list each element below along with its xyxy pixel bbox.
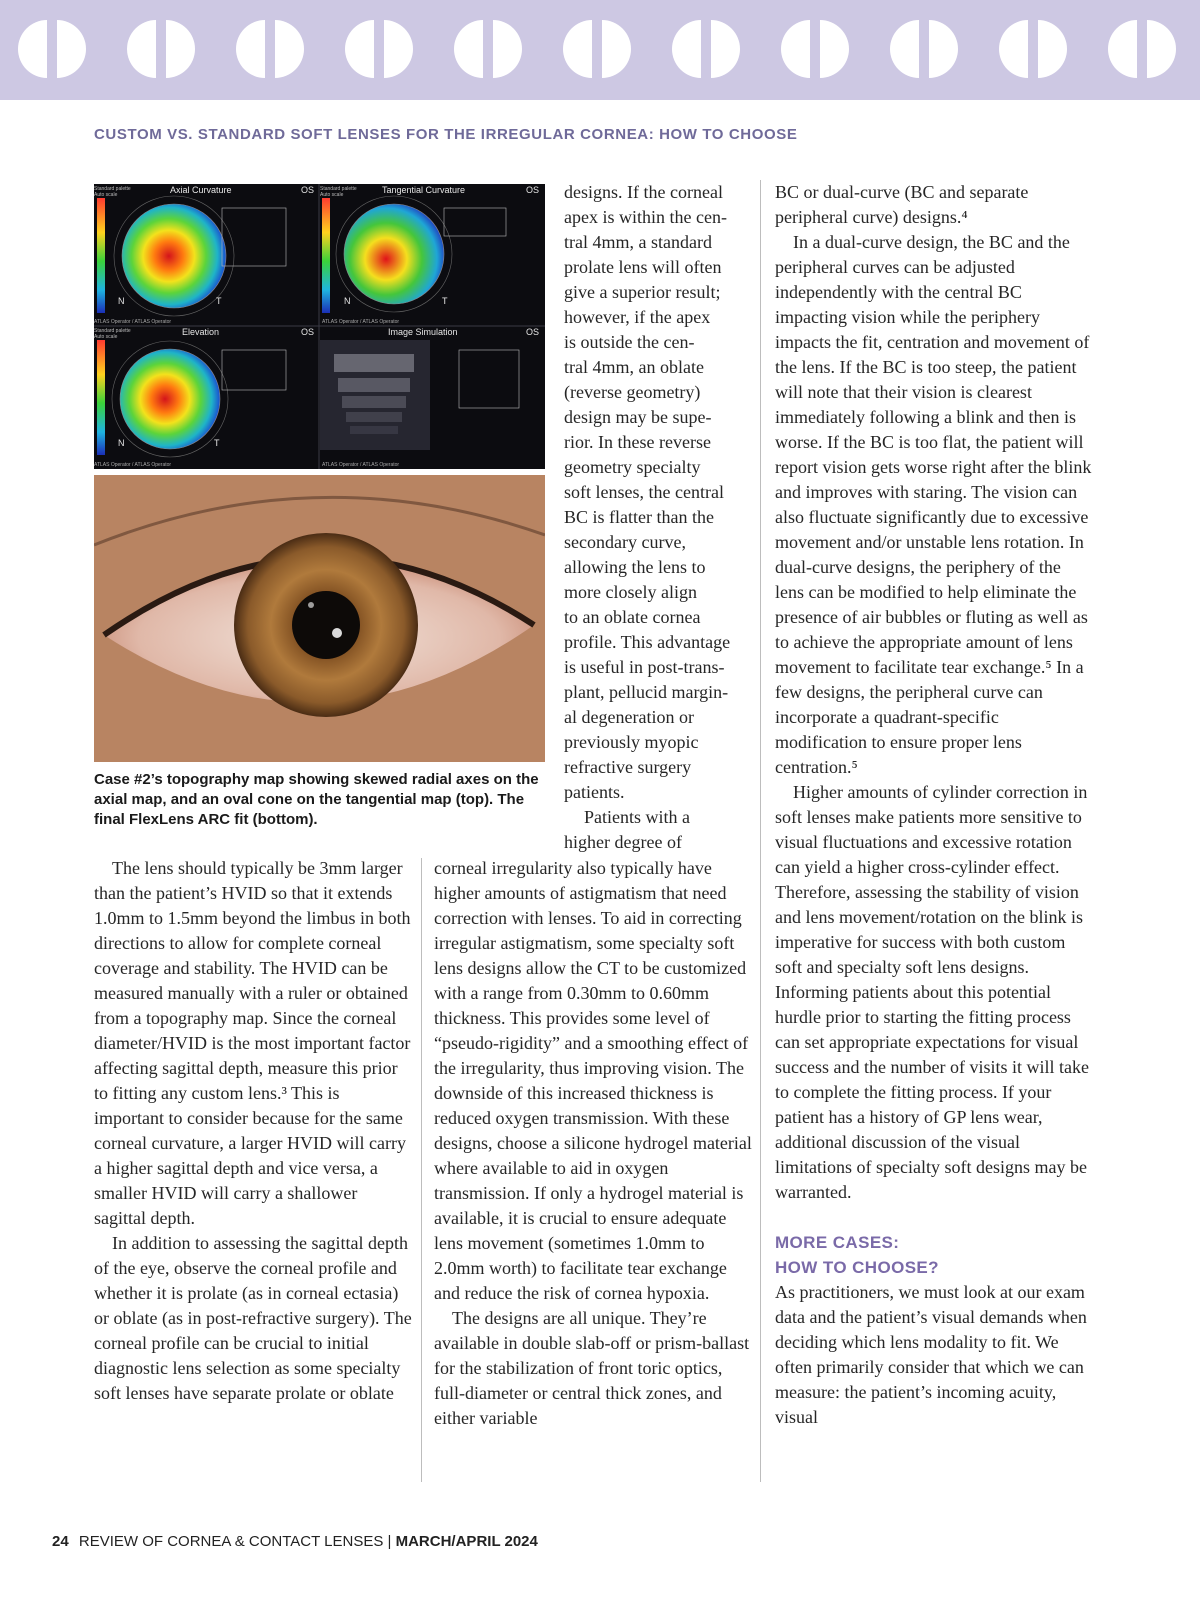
column-3-body: [775, 180, 1093, 1430]
col2-top-line: is outside the cen-: [564, 332, 695, 352]
panel-title-axial: Axial Curvature: [170, 185, 232, 195]
banner-shape: [454, 20, 483, 78]
decorative-banner: [0, 0, 1200, 100]
page-footer: [52, 1533, 538, 1550]
col2-top-line: geometry specialty: [564, 457, 701, 477]
banner-shape: [345, 20, 374, 78]
col2-top-line: prolate lens will often: [564, 257, 722, 277]
col2-top-lines: [564, 180, 754, 805]
col3-paragraph-3: Higher amounts of cylinder correction in soft lenses make patients more sensitive to visual fluctuations and excessive rotation can yield a higher cross-cylinder effect. Therefore, assessing the stability of vision and lens movement/rotation on the blink is imperative for success with both custom soft and specialty soft lens designs. Informing patients about this potential hurdle prior to starting the fitting process can set appropriate expectations for visual success and the number of visits it will take to complete the fitting process. If your patient has a history of GP lens wear, additional discussion of the visual limitations of specialty soft designs may be warranted.: [775, 782, 1089, 1202]
banner-shape: [384, 20, 413, 78]
col2-top-line: rior. In these reverse: [564, 432, 711, 452]
banner-shape: [57, 20, 86, 78]
col1-paragraph-1: The lens should typically be 3mm larger than the patient’s HVID so that it extends 1.0mm to 1.5mm beyond the limbus in both directions to allow for complete corneal coverage and stability. The HVID can be measured manually with a ruler or obtained from a topography map. Since the corneal diameter/HVID is the most important factor affecting sagittal depth, measure this prior to fitting any custom lens.³ This is important to consider because for the same corneal curvature, a larger HVID will carry a higher sagittal depth and vice versa, a smaller HVID will carry a shallower sagittal depth.: [94, 858, 411, 1228]
col2-top-line: tral 4mm, an oblate: [564, 357, 704, 377]
col1-paragraph-2: In addition to assessing the sagittal depth of the eye, observe the corneal profile and whether it is prolate (as in corneal ectasia) or oblate (as in post-refractive surgery). The corneal profile can be crucial to initial diagnostic lens selection as some specialty soft lenses have separate prolate or oblate: [94, 1233, 412, 1403]
operator-label-elevation: ATLAS Operator / ATLAS Operator: [94, 462, 172, 468]
topography-maps: [94, 184, 545, 469]
banner-shape: [1038, 20, 1067, 78]
banner-shape: [236, 20, 265, 78]
col2-top-line: refractive surgery: [564, 757, 692, 777]
page-number: 24: [52, 1533, 69, 1550]
col3-paragraph-1: BC or dual-curve (BC and separate peripheral curve) designs.⁴: [775, 182, 1029, 227]
operator-label-axial: ATLAS Operator / ATLAS Operator: [94, 319, 172, 325]
col2-top-line: profile. This advantage: [564, 632, 731, 652]
col2-top-line: to an oblate cornea: [564, 607, 701, 627]
col2-top-line: design may be supe-: [564, 407, 712, 427]
col2-top-line: is useful in post-trans-: [564, 657, 725, 677]
col2-top-line: more closely align: [564, 582, 697, 602]
banner-shape: [999, 20, 1028, 78]
banner-shape: [127, 20, 156, 78]
footer-separator: |: [387, 1533, 392, 1550]
col2-p2-line2: higher degree of: [564, 832, 682, 852]
eye-photo: [94, 475, 545, 762]
col3-paragraph-2: In a dual-curve design, the BC and the peripheral curves can be adjusted independently with the central BC impacting vision while the periphery impacts the fit, centration and movement of the lens. If the BC is too steep, the patient will note that their vision is clearest immediately following a blink and then is worse. If the BC is too flat, the patient will report vision gets worse right after the blink and improves with staring. The vision can also fluctuate significantly due to excessive movement and/or unstable lens rotation. In dual-curve designs, the periphery of the lens can be modified to help eliminate the presence of air bubbles or fluting as well as to achieve the appropriate amount of lens movement to facilitate tear exchange.⁵ In a few designs, the peripheral curve can incorporate a quadrant-specific modification to ensure proper lens centration.⁵: [775, 232, 1092, 777]
nasal-label-axial: N: [118, 296, 125, 306]
col2-top-line: apex is within the cen-: [564, 207, 727, 227]
col2-paragraph-1: corneal irregularity also typically have higher amounts of astigmatism that need correction with lenses. To aid in correcting irregular astigmatism, some specialty soft lens designs allow the CT to be customized with a range from 0.30mm to 0.60mm thickness. This provides some level of “pseudo-rigidity” and a smoothing effect of the irregularity, thus improving vision. The downside of this increased thickness is reduced oxygen transmission. With these designs, choose a silicone hydrogel material where available to aid in oxygen transmission. If only a hydrogel material is available, it is crucial to ensure adequate lens movement (sometimes 1.0mm to 2.0mm worth) to facilitate tear exchange and reduce the risk of cornea hypoxia.: [434, 858, 752, 1303]
palette-label-tangential: Standard palette: [320, 186, 357, 192]
col2-p2-line1: Patients with a: [584, 807, 690, 827]
banner-shape: [493, 20, 522, 78]
temporal-label-axial: T: [216, 296, 222, 306]
panel-eye-axial: OS: [301, 185, 315, 195]
section-subhead-line1: MORE CASES:: [775, 1233, 900, 1252]
banner-shape: [929, 20, 958, 78]
banner-shape: [672, 20, 701, 78]
palette-label-axial: Standard palette: [94, 186, 131, 192]
column-1-body: [94, 856, 412, 1406]
col2-top-line: however, if the apex: [564, 307, 711, 327]
publication-name: REVIEW OF CORNEA & CONTACT LENSES: [78, 1533, 384, 1550]
banner-shape: [275, 20, 304, 78]
col2-top-line: previously myopic: [564, 732, 699, 752]
banner-shape: [602, 20, 631, 78]
col2-top-line: allowing the lens to: [564, 557, 706, 577]
col2-top-line: designs. If the corneal: [564, 182, 723, 202]
temporal-label-elevation: T: [214, 438, 220, 448]
col2-top-line: plant, pellucid margin-: [564, 682, 729, 702]
banner-shape: [166, 20, 195, 78]
banner-shape: [563, 20, 592, 78]
column-rule-1: [421, 858, 422, 1482]
figure-caption: Case #2’s topography map showing skewed radial axes on the axial map, and an oval cone on the tangential map (top). The final FlexLens ARC fit (bottom).: [94, 771, 539, 828]
operator-label-simulation: ATLAS Operator / ATLAS Operator: [322, 462, 400, 468]
scale-label-tangential: Auto scale: [320, 192, 344, 198]
col2-top-line: al degeneration or: [564, 707, 694, 727]
col3-paragraph-4: As practitioners, we must look at our exam data and the patient’s visual demands when deciding which lens modality to fit. We often primarily consider that which we can measure: the patient’s incoming acuity, visual: [775, 1282, 1087, 1427]
col2-top-line: secondary curve,: [564, 532, 686, 552]
palette-label-elevation: Standard palette: [94, 328, 131, 334]
temporal-label-tangential: T: [442, 296, 448, 306]
column-2-body: [434, 856, 752, 1431]
banner-shape: [890, 20, 919, 78]
panel-eye-elevation: OS: [301, 327, 315, 337]
panel-eye-image-simulation: OS: [526, 327, 540, 337]
scale-label-elevation: Auto scale: [94, 334, 118, 340]
operator-label-tangential: ATLAS Operator / ATLAS Operator: [322, 319, 400, 325]
column-rule-2: [760, 180, 761, 1482]
column-2-top: [564, 180, 754, 855]
topography-figure: [94, 184, 545, 469]
col2-top-line: BC is flatter than the: [564, 507, 714, 527]
col2-top-line: tral 4mm, a standard: [564, 232, 712, 252]
nasal-label-tangential: N: [344, 296, 351, 306]
col2-top-line: soft lenses, the central: [564, 482, 724, 502]
banner-shape: [18, 20, 47, 78]
nasal-label-elevation: N: [118, 438, 125, 448]
panel-title-image-simulation: Image Simulation: [388, 327, 458, 337]
banner-shape: [1108, 20, 1137, 78]
eye-illustration: [94, 475, 545, 762]
panel-title-elevation: Elevation: [182, 327, 220, 337]
running-head: CUSTOM VS. STANDARD SOFT LENSES FOR THE IRREGULAR CORNEA: HOW TO CHOOSE: [94, 126, 798, 143]
banner-shape: [781, 20, 810, 78]
panel-eye-tangential: OS: [526, 185, 540, 195]
panel-title-tangential: Tangential Curvature: [382, 185, 466, 195]
banner-shape: [820, 20, 849, 78]
col2-top-line: give a superior result;: [564, 282, 721, 302]
col2-paragraph-2: The designs are all unique. They’re available in double slab-off or prism-ballast for the stabilization of front toric optics, full-diameter or central thick zones, and either variable: [434, 1308, 750, 1428]
issue-date: MARCH/APRIL 2024: [395, 1533, 538, 1550]
banner-shape: [1147, 20, 1176, 78]
col2-top-line: (reverse geometry): [564, 382, 701, 402]
scale-label-axial: Auto scale: [94, 192, 118, 198]
col2-top-line: patients.: [564, 782, 625, 802]
section-subhead-line2: HOW TO CHOOSE?: [775, 1258, 939, 1277]
banner-shape: [711, 20, 740, 78]
